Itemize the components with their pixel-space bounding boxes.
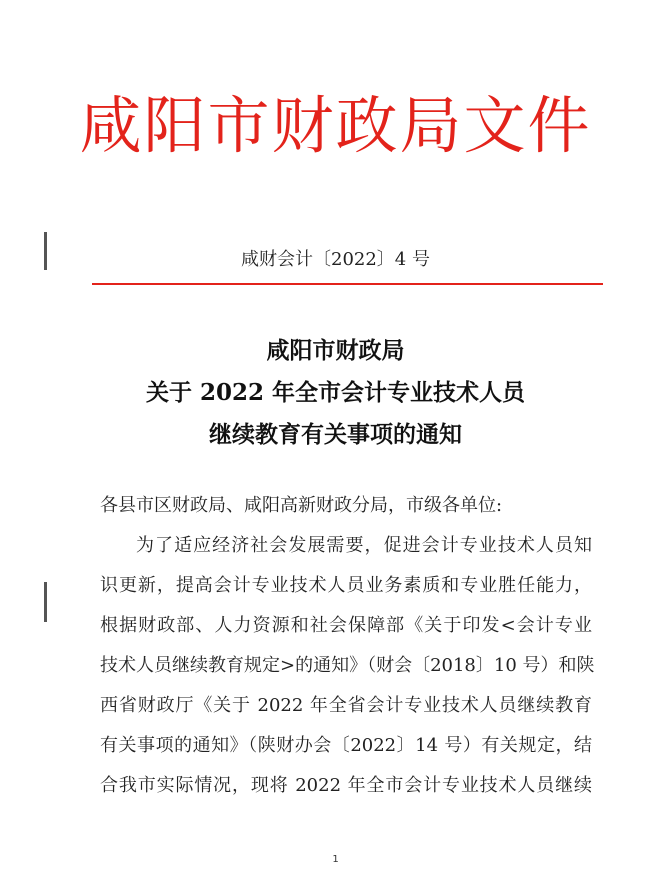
page-number: 1 xyxy=(332,854,339,865)
body-line: 识更新，提高会计专业技术人员业务素质和专业胜任能力， xyxy=(100,575,592,596)
body-line: 根据财政部、人力资源和社会保障部《关于印发<会计专业 xyxy=(100,615,592,636)
notice-title-line-1: 咸阳市财政局 xyxy=(266,337,405,364)
issuer-header-title: 咸阳市财政局文件 xyxy=(79,89,592,162)
body-line: 合我市实际情况，现将 2022 年全市会计专业技术人员继续 xyxy=(100,775,592,796)
document-number: 咸财会计〔2022〕4 号 xyxy=(241,249,430,270)
notice-title-line-3: 继续教育有关事项的通知 xyxy=(209,421,462,448)
notice-title-line-2: 关于 2022 年全市会计专业技术人员 xyxy=(145,379,526,406)
salutation: 各县市区财政局、咸阳高新财政分局，市级各单位: xyxy=(100,495,503,516)
binding-mark xyxy=(44,582,47,622)
body-line: 为了适应经济社会发展需要，促进会计专业技术人员知 xyxy=(136,535,592,556)
body-line: 有关事项的通知》（陕财办会〔2022〕14 号）有关规定，结 xyxy=(100,735,592,756)
red-separator-line xyxy=(92,283,603,285)
body-line: 西省财政厅《关于 2022 年全省会计专业技术人员继续教育 xyxy=(100,695,592,716)
body-line: 技术人员继续教育规定>的通知》（财会〔2018〕10 号）和陕 xyxy=(100,655,595,676)
